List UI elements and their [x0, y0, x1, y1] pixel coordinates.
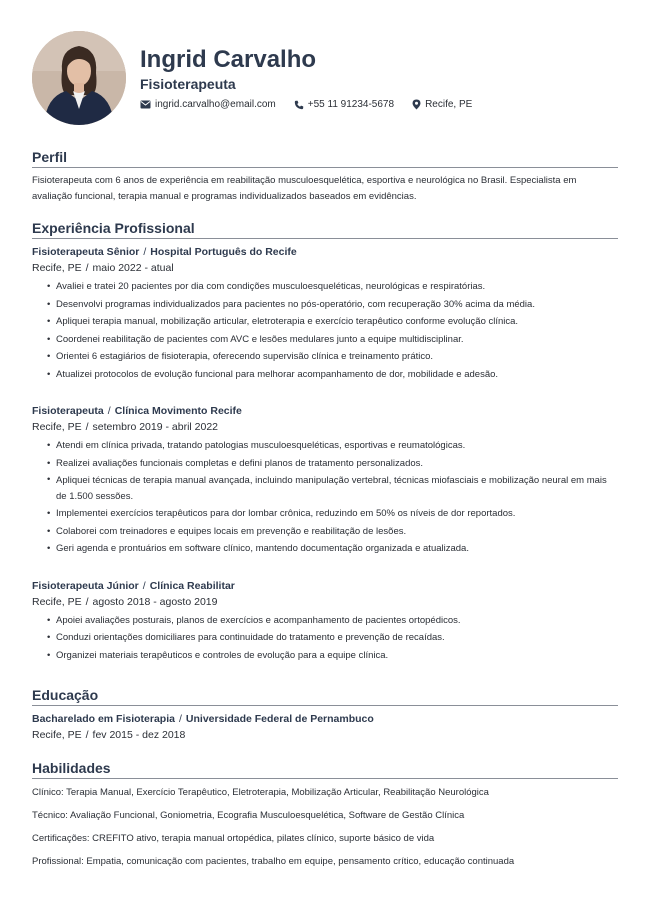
job-header: Fisioterapeuta Sênior / Hospital Português do Recife [32, 246, 297, 258]
job-bullets [32, 278, 618, 383]
bullet-item: • Orientei 6 estagiários de fisioterapia, oferecendo supervisão clínica e treinamento prático. [32, 348, 618, 366]
job-company: Clínica Movimento Recife [114, 405, 242, 417]
job-entry [32, 244, 618, 383]
phone-icon [294, 100, 304, 110]
job-location: Recife, PE [32, 421, 82, 433]
skill-line: Técnico: Avaliação Funcional, Goniometria, Ecografia Musculoesquelética, Software de Gestão Clínica [32, 810, 465, 821]
bullet-item: • Coordenei reabilitação de pacientes com AVC e lesões medulares junto a equipe multidisciplinar. [32, 331, 618, 349]
person-name: Ingrid Carvalho [140, 46, 317, 73]
job-role: Fisioterapeuta [32, 405, 104, 417]
map-pin-icon [412, 99, 421, 110]
bullet-item: • Apliquei terapia manual, mobilização articular, eletroterapia e exercício terapêutico conforme evolução clínica. [32, 313, 618, 331]
location-text: Recife, PE [425, 99, 473, 110]
experience-heading: Experiência Profissional [32, 219, 618, 239]
header-text [140, 46, 490, 110]
bullet-item: • Conduzi orientações domiciliares para continuidade do tratamento e prevenção de recaídas. [32, 629, 618, 647]
avatar [32, 31, 126, 125]
bullet-item: • Desenvolvi programas individualizados para pacientes no pós-operatório, com recuperação 30% acima da média. [32, 296, 618, 314]
bullet-item: • Geri agenda e prontuários em software clínico, mantendo documentação organizada e atualizada. [32, 540, 618, 558]
education-section [32, 686, 618, 743]
bullet-item: • Organizei materiais terapêuticos e controles de evolução para a equipe clínica. [32, 647, 618, 665]
contact-email[interactable] [140, 99, 276, 110]
job-header: Fisioterapeuta / Clínica Movimento Recife [32, 405, 242, 417]
email-text: ingrid.carvalho@email.com [155, 99, 276, 110]
job-company: Clínica Reabilitar [149, 579, 235, 592]
education-dates: fev 2015 - dez 2018 [92, 729, 186, 741]
job-role: Fisioterapeuta Sênior [32, 246, 140, 258]
job-location: Recife, PE [32, 595, 82, 608]
education-location: Recife, PE [32, 729, 82, 741]
bullet-item: • Colaborei com treinadores e equipes locais em prevenção e reabilitação de lesões. [32, 523, 618, 541]
profile-heading: Perfil [32, 148, 618, 168]
education-meta: Recife, PE / fev 2015 - dez 2018 [32, 729, 186, 741]
bullet-item: • Apoiei avaliações posturais, planos de exercícios e acompanhamento de pacientes ortopédicos. [32, 612, 618, 630]
job-entry [32, 403, 618, 558]
job-header: Fisioterapeuta Júnior / Clínica Reabilitar [32, 579, 235, 592]
contact-row [140, 99, 490, 110]
education-entry [32, 711, 618, 743]
job-dates: setembro 2019 - abril 2022 [92, 421, 219, 433]
profile-text: Fisioterapeuta com 6 anos de experiência em reabilitação musculoesquelética, esportiva e neurológica no Brasil. Especialista em avaliação funcional, terapia manual e programas individualizados baseados em evidências. [32, 175, 577, 202]
degree: Bacharelado em Fisioterapia [32, 713, 175, 725]
bullet-item: • Atualizei protocolos de evolução funcional para melhorar acompanhamento de dor, mobilidade e adesão. [32, 366, 618, 384]
job-dates: agosto 2018 - agosto 2019 [92, 595, 218, 608]
resume-header [32, 30, 618, 126]
resume-page [32, 30, 618, 870]
skills-section [32, 759, 618, 870]
bullet-item: • Implementei exercícios terapêuticos para dor lombar crônica, reduzindo em 50% os níveis de dor reportados. [32, 505, 618, 523]
job-meta: Recife, PE / setembro 2019 - abril 2022 [32, 421, 219, 433]
bullet-item: • Atendi em clínica privada, tratando patologias musculoesqueléticas, esportivas e reumatológicas. [32, 437, 618, 455]
job-location: Recife, PE [32, 262, 82, 274]
job-meta: Recife, PE / agosto 2018 - agosto 2019 [32, 595, 218, 608]
job-title: Fisioterapeuta [140, 76, 236, 92]
job-dates: maio 2022 - atual [92, 262, 174, 274]
contact-location [412, 99, 472, 110]
skills-heading: Habilidades [32, 759, 618, 779]
contact-phone[interactable] [294, 99, 394, 110]
education-heading: Educação [32, 686, 618, 706]
phone-text: +55 11 91234-5678 [307, 99, 395, 110]
profile-section [32, 148, 618, 205]
experience-section [32, 219, 618, 664]
bullet-item: • Realizei avaliações funcionais completas e defini planos de tratamento personalizados. [32, 455, 618, 473]
skill-line: Profissional: Empatia, comunicação com pacientes, trabalho em equipe, pensamento crítico, educação continuada [32, 856, 515, 867]
job-bullets [32, 612, 618, 665]
bullet-item: • Avaliei e tratei 20 pacientes por dia com condições musculoesqueléticas, neurológicas e respiratórias. [32, 278, 618, 296]
job-role: Fisioterapeuta Júnior [32, 579, 139, 592]
education-header: Bacharelado em Fisioterapia / Universidade Federal de Pernambuco [32, 713, 374, 725]
job-meta: Recife, PE / maio 2022 - atual [32, 262, 174, 274]
job-company: Hospital Português do Recife [150, 246, 297, 258]
school: Universidade Federal de Pernambuco [185, 713, 374, 725]
bullet-item: • Apliquei técnicas de terapia manual avançada, incluindo manipulação vertebral, técnicas miofasciais e mobilização neural em mais de 1.500 sessões. [32, 472, 618, 505]
skill-line: Clínico: Terapia Manual, Exercício Terapêutico, Eletroterapia, Mobilização Articular, Reabilitação Neurológica [32, 787, 489, 798]
job-bullets [32, 437, 618, 558]
mail-icon [140, 100, 151, 109]
job-entry [32, 578, 618, 665]
skill-line: Certificações: CREFITO ativo, terapia manual ortopédica, pilates clínico, suporte básico de vida [32, 833, 435, 844]
